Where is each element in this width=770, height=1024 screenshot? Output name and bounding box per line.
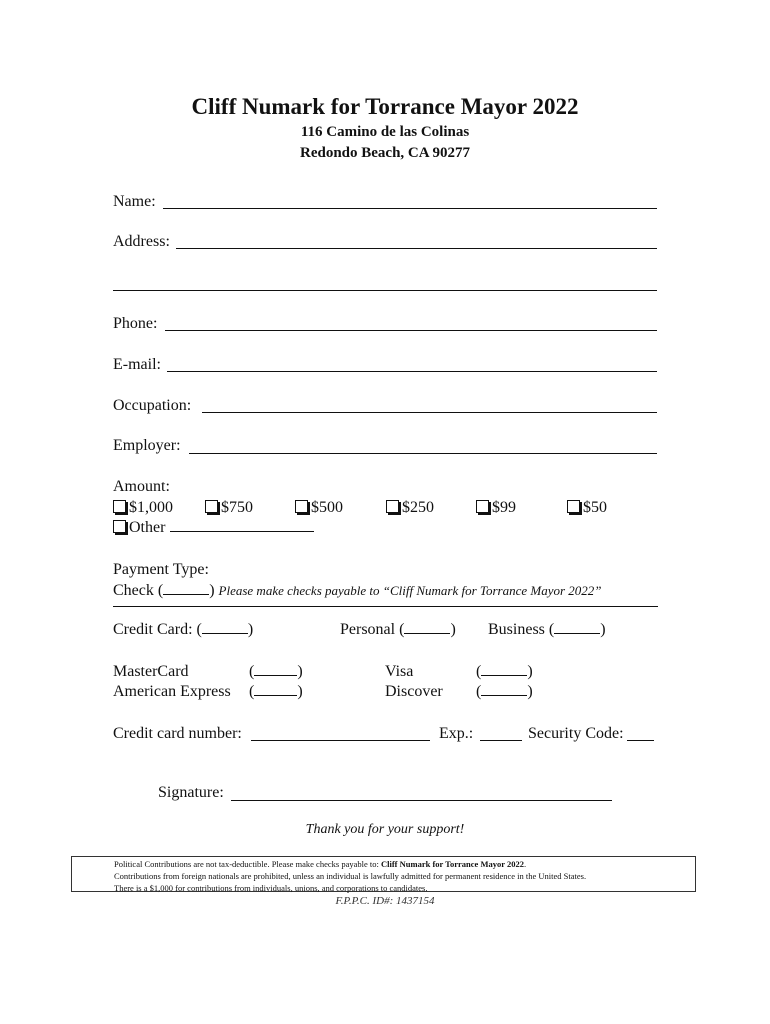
exp-label: Exp.: [439,725,474,742]
check-note: Please make checks payable to “Cliff Numark for Torrance Mayor 2022” [218,583,602,598]
employer-line[interactable] [189,453,657,454]
mastercard-option[interactable]: ( ) [249,663,303,680]
employer-label: Employer: [113,437,181,454]
occupation-line[interactable] [202,412,657,413]
amex-label: American Express [113,683,231,700]
legal-notice-box [71,856,696,892]
phone-label: Phone: [113,315,158,332]
amount-option-other[interactable]: Other [113,519,314,537]
checkbox-icon[interactable] [476,500,489,513]
address-line-2: Redondo Beach, CA 90277 [299,145,471,161]
checkbox-icon[interactable] [113,520,126,533]
amount-label: Amount: [113,478,170,495]
checkbox-icon[interactable] [567,500,580,513]
amount-option-500[interactable]: $500 [295,499,343,517]
fppc-id: F.P.P.C. ID#: 1437154 [335,895,435,907]
checkbox-icon[interactable] [205,500,218,513]
thank-you-text: Thank you for your support! [305,822,465,837]
form-title: Cliff Numark for Torrance Mayor 2022 [191,94,579,119]
check-blank[interactable] [163,594,209,595]
signature-line[interactable] [231,800,612,801]
checkbox-icon[interactable] [386,500,399,513]
address-line[interactable] [176,248,657,249]
credit-card-option[interactable]: Credit Card: ( ) [113,621,254,638]
amount-option-50[interactable]: $50 [567,499,607,517]
card-number-label: Credit card number: [113,725,242,742]
amount-option-750[interactable]: $750 [205,499,253,517]
checkbox-icon[interactable] [295,500,308,513]
amount-option-250[interactable]: $250 [386,499,434,517]
credit-card-blank[interactable] [202,633,248,634]
business-blank[interactable] [554,633,600,634]
check-option[interactable]: Check ( ) Please make checks payable to “Cliff Numark for Torrance Mayor 2022” [113,582,602,599]
personal-blank[interactable] [404,633,450,634]
name-line[interactable] [163,208,657,209]
amount-option-1000[interactable]: $1,000 [113,499,173,517]
address-label: Address: [113,233,170,250]
security-code-line[interactable] [627,740,654,741]
occupation-label: Occupation: [113,397,192,414]
card-number-line[interactable] [251,740,430,741]
amount-option-99[interactable]: $99 [476,499,516,517]
amex-blank[interactable] [254,695,297,696]
address-line-2-blank[interactable] [113,290,657,291]
business-option[interactable]: Business ( ) [488,621,606,638]
other-amount-blank[interactable] [170,531,314,532]
personal-option[interactable]: Personal ( ) [340,621,456,638]
checkbox-icon[interactable] [113,500,126,513]
email-line[interactable] [167,371,657,372]
email-label: E-mail: [113,356,161,373]
signature-label: Signature: [158,784,224,801]
discover-blank[interactable] [481,695,527,696]
payment-type-label: Payment Type: [113,561,209,578]
visa-blank[interactable] [481,675,527,676]
address-line-1: 116 Camino de las Colinas [300,124,470,140]
name-label: Name: [113,193,156,210]
notice-line-1: Political Contributions are not tax-deductible. Please make checks payable to: Cliff Numark for Torrance Mayor 2022. [114,859,527,869]
mastercard-label: MasterCard [113,663,189,680]
security-code-label: Security Code: [528,725,624,742]
visa-label: Visa [385,663,414,680]
visa-option[interactable]: ( ) [476,663,533,680]
discover-option[interactable]: ( ) [476,683,533,700]
phone-line[interactable] [165,330,657,331]
discover-label: Discover [385,683,443,700]
notice-line-2: Contributions from foreign nationals are prohibited, unless an individual is lawfully admitted for permanent residence in the United States. [114,871,587,881]
amex-option[interactable]: ( ) [249,683,303,700]
mastercard-blank[interactable] [254,675,297,676]
exp-line[interactable] [480,740,522,741]
payment-divider [113,606,658,607]
notice-line-3: There is a $1,000 for contributions from individuals, unions, and corporations to candidates. [114,883,428,893]
